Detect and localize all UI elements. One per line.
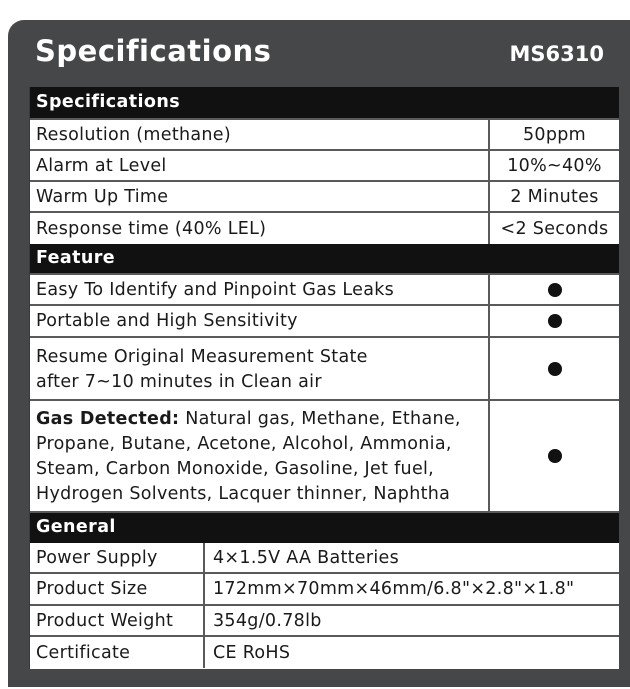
spec-value: 2 Minutes bbox=[488, 182, 619, 211]
feature-row bbox=[30, 306, 619, 338]
gas-list-line: Propane, Butane, Acetone, Alcohol, Ammonia, bbox=[36, 434, 452, 454]
spec-label: Response time (40% LEL) bbox=[36, 218, 267, 239]
gas-detected-text bbox=[36, 401, 461, 511]
filled-circle-icon bbox=[548, 362, 562, 376]
spec-value: 50ppm bbox=[488, 120, 619, 149]
feature-line: after 7~10 minutes in Clean air bbox=[36, 372, 322, 392]
included-indicator bbox=[488, 306, 619, 336]
section-header-feature bbox=[30, 244, 619, 275]
feature-line bbox=[36, 407, 461, 432]
spec-row bbox=[30, 120, 619, 151]
feature-row bbox=[30, 338, 619, 401]
spec-label: Resolution (methane) bbox=[36, 124, 232, 145]
page-title: Specifications bbox=[35, 34, 272, 68]
feature-row bbox=[30, 401, 619, 513]
general-row bbox=[30, 637, 619, 668]
feature-line: Resume Original Measurement State bbox=[36, 347, 368, 367]
general-value: CE RoHS bbox=[203, 637, 619, 668]
filled-circle-icon bbox=[548, 283, 562, 297]
filled-circle-icon bbox=[548, 314, 562, 328]
feature-label: Easy To Identify and Pinpoint Gas Leaks bbox=[36, 279, 395, 300]
included-indicator bbox=[488, 401, 619, 511]
spec-row bbox=[30, 213, 619, 244]
general-value: 172mm×70mm×46mm/6.8"×2.8"×1.8" bbox=[203, 574, 619, 604]
general-label: Power Supply bbox=[36, 547, 158, 568]
general-label: Product Size bbox=[36, 579, 148, 599]
general-row bbox=[30, 543, 619, 574]
section-header-general bbox=[30, 513, 619, 543]
gas-list-line: Natural gas, Methane, Ethane, bbox=[179, 409, 461, 429]
general-row bbox=[30, 574, 619, 606]
spec-row bbox=[30, 151, 619, 182]
general-value: 4×1.5V AA Batteries bbox=[203, 543, 619, 572]
feature-label: Portable and High Sensitivity bbox=[36, 311, 298, 331]
feature-row bbox=[30, 275, 619, 306]
spec-label: Alarm at Level bbox=[36, 155, 167, 176]
spec-label: Warm Up Time bbox=[36, 186, 169, 207]
model-number: MS6310 bbox=[509, 42, 604, 66]
spec-row bbox=[30, 182, 619, 213]
spec-value: 10%~40% bbox=[488, 151, 619, 180]
general-row bbox=[30, 606, 619, 637]
gas-list-line: Hydrogen Solvents, Lacquer thinner, Naphtha bbox=[36, 484, 451, 504]
general-label: Certificate bbox=[36, 642, 131, 663]
section-title: General bbox=[36, 517, 116, 537]
spec-value: <2 Seconds bbox=[488, 213, 619, 244]
gas-detected-label: Gas Detected: bbox=[36, 409, 180, 429]
general-label: Product Weight bbox=[36, 610, 174, 631]
general-value: 354g/0.78lb bbox=[203, 606, 619, 635]
section-header-specifications bbox=[30, 87, 619, 120]
included-indicator bbox=[488, 275, 619, 304]
gas-list-line: Steam, Carbon Monoxide, Gasoline, Jet fuel, bbox=[36, 459, 435, 479]
section-title: Feature bbox=[36, 248, 116, 268]
spec-table bbox=[29, 87, 619, 669]
included-indicator bbox=[488, 338, 619, 399]
filled-circle-icon bbox=[548, 449, 562, 463]
section-title: Specifications bbox=[36, 92, 181, 112]
feature-label bbox=[36, 338, 368, 399]
